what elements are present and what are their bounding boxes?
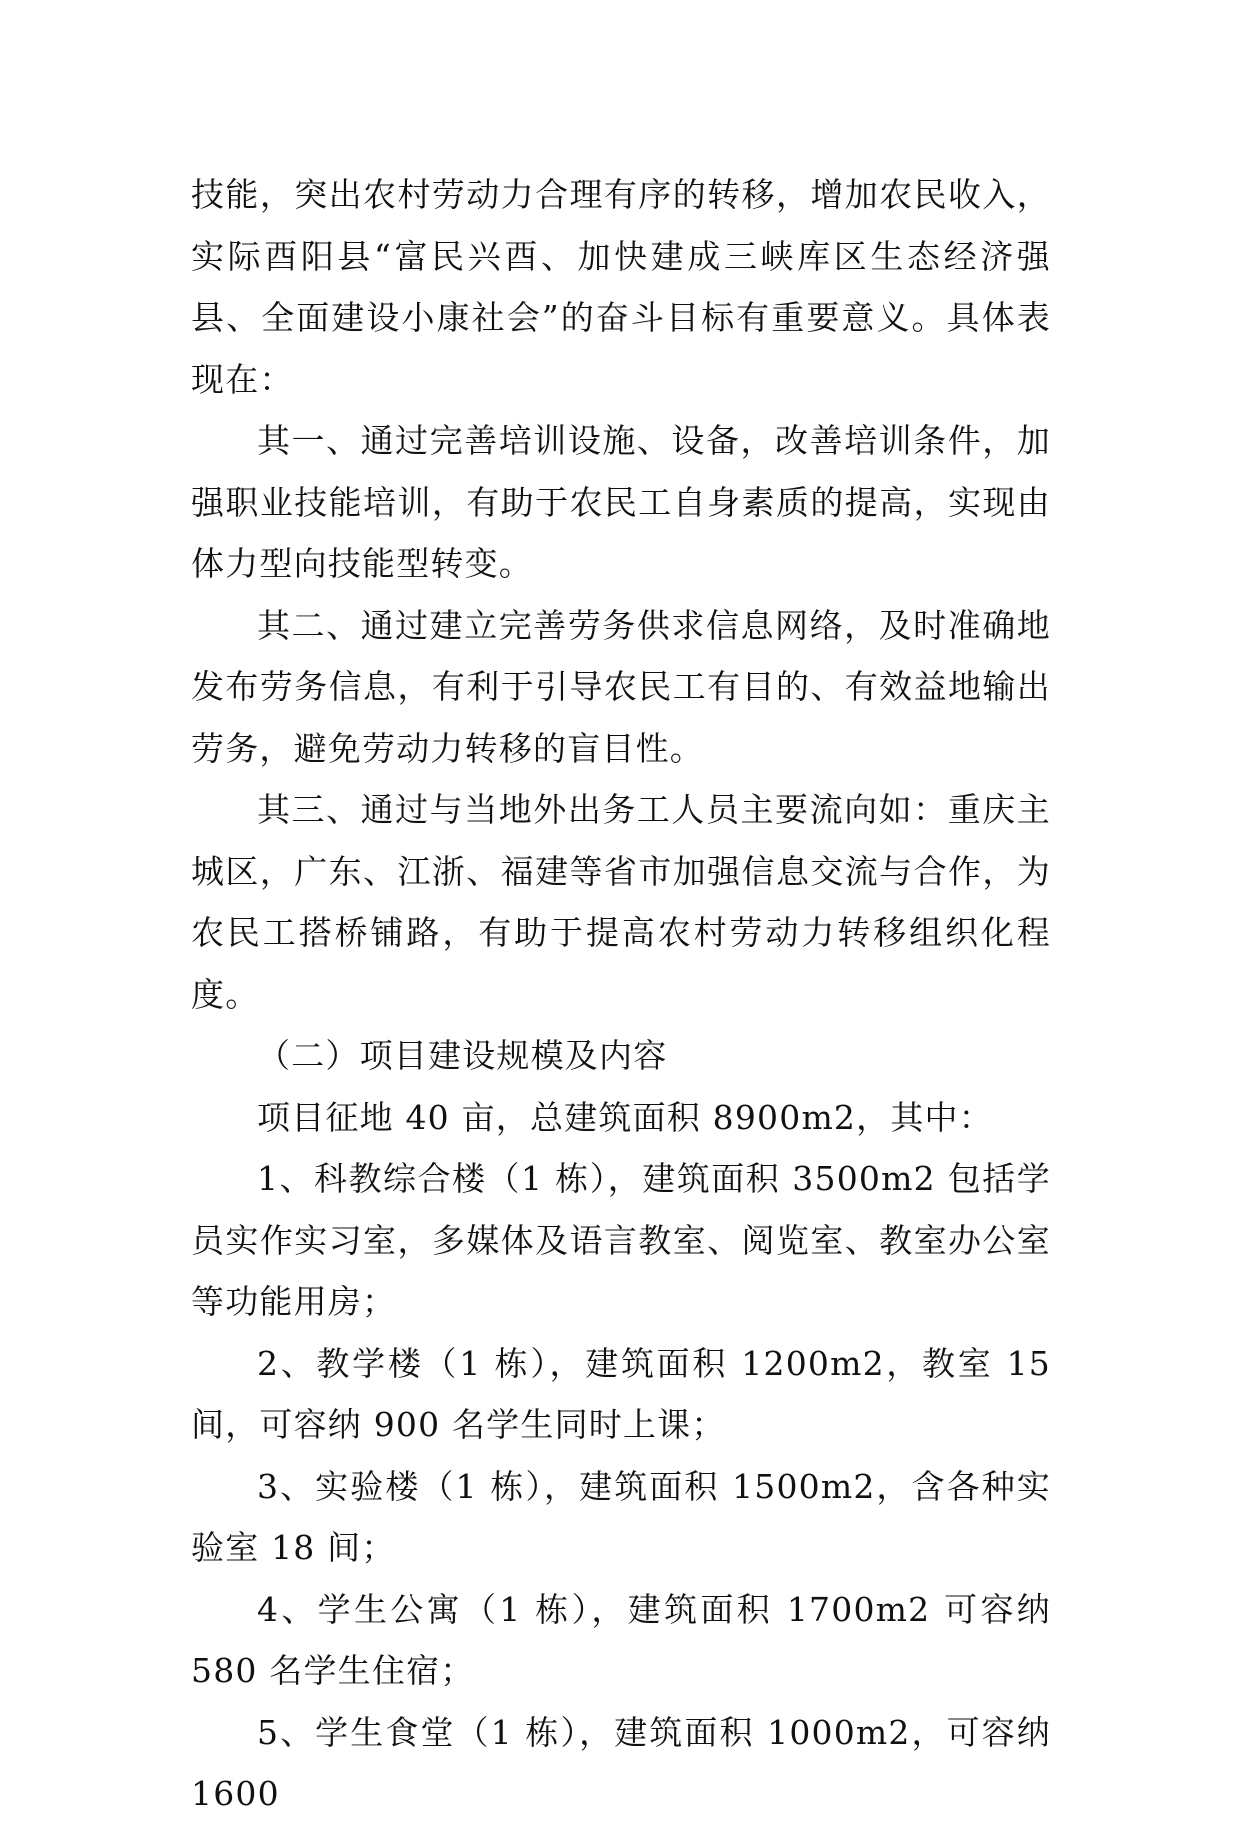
paragraph-point-three: 其三、通过与当地外出务工人员主要流向如：重庆主城区，广东、江浙、福建等省市加强信息交流与合作，为农民工搭桥铺路，有助于提高农村劳动力转移组织化程度。	[191, 790, 1051, 1014]
paragraph-intro-continuation: 技能，突出农村劳动力合理有序的转移，增加农民收入，实际酉阳县“富民兴酉、加快建成三峡库区生态经济强县、全面建设小康社会”的奋斗目标有重要意义。具体表现在：	[191, 175, 1051, 399]
list-item-lab-building: 3、实验楼（1 栋），建筑面积 1500m2，含各种实验室 18 间；	[191, 1466, 1051, 1567]
list-item-science-building: 1、科教综合楼（1 栋），建筑面积 3500m2 包括学员实作实习室，多媒体及语言教室、阅览室、教室办公室等功能用房；	[191, 1159, 1051, 1321]
list-item-teaching-building: 2、教学楼（1 栋），建筑面积 1200m2，教室 15 间，可容纳 900 名学生同时上课；	[191, 1343, 1051, 1444]
paragraph-point-one: 其一、通过完善培训设施、设备，改善培训条件，加强职业技能培训，有助于农民工自身素质的提高，实现由体力型向技能型转变。	[191, 421, 1051, 583]
paragraph-land-area: 项目征地 40 亩，总建筑面积 8900m2，其中：	[257, 1097, 993, 1137]
list-item-canteen: 5、学生食堂（1 栋），建筑面积 1000m2，可容纳 1600	[191, 1712, 1051, 1813]
section-heading-scale-content: （二）项目建设规模及内容	[257, 1036, 668, 1075]
list-item-dormitory: 4、学生公寓（1 栋），建筑面积 1700m2 可容纳 580 名学生住宿；	[191, 1589, 1051, 1690]
document-body	[191, 164, 1051, 1825]
paragraph-point-two: 其二、通过建立完善劳务供求信息网络，及时准确地发布劳务信息，有利于引导农民工有目的、有效益地输出劳务，避免劳动力转移的盲目性。	[191, 605, 1051, 768]
